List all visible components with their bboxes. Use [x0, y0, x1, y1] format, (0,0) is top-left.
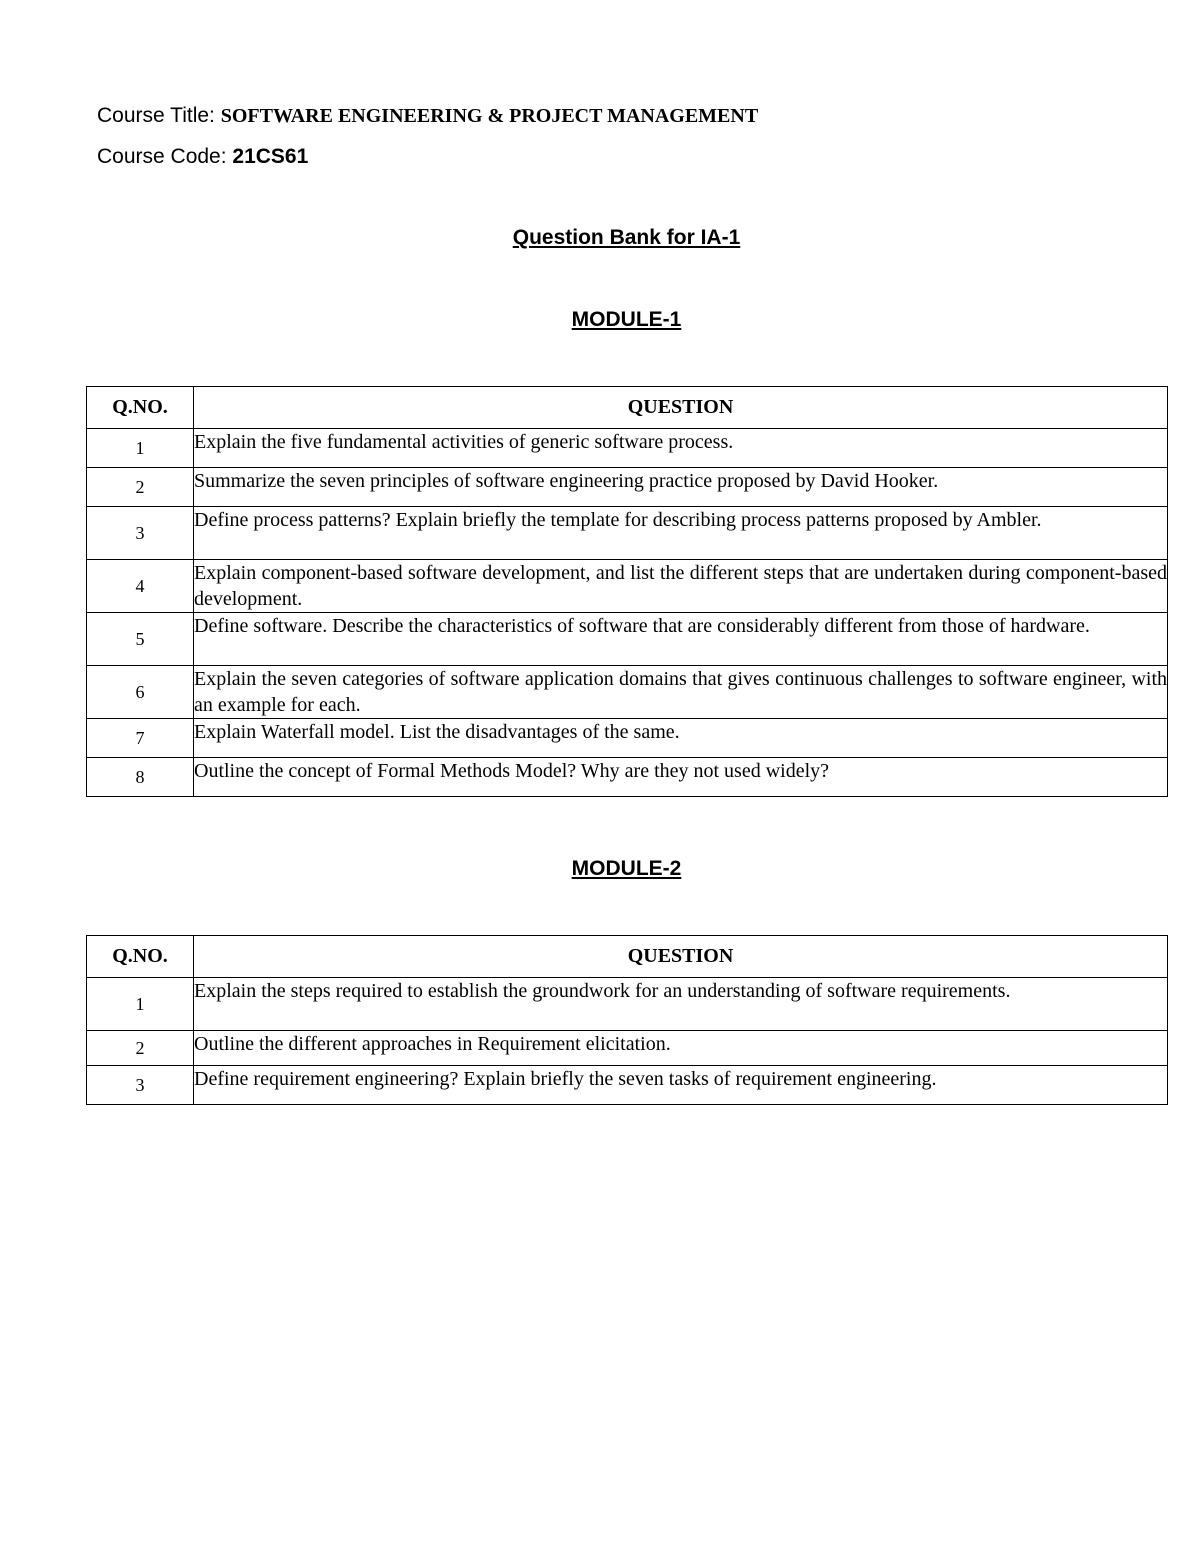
question-number: 4 — [87, 560, 194, 613]
course-title-line — [97, 104, 758, 128]
table-row — [87, 719, 1168, 758]
module-1-heading: MODULE-1 — [571, 308, 682, 331]
question-number: 3 — [87, 1066, 194, 1105]
table-row — [87, 666, 1168, 719]
module-2-heading: MODULE-2 — [571, 857, 682, 880]
question-number: 7 — [87, 719, 194, 758]
module-2-table — [86, 935, 1168, 1105]
question-text: Outline the different approaches in Requirement elicitation. — [194, 1031, 1168, 1066]
course-code-value: 21CS61 — [232, 145, 309, 168]
question-number: 5 — [87, 613, 194, 666]
question-text: Summarize the seven principles of software engineering practice proposed by David Hooker. — [194, 468, 1168, 507]
table-row — [87, 468, 1168, 507]
table-row — [87, 429, 1168, 468]
question-bank-heading: Question Bank for IA-1 — [512, 226, 741, 249]
question-text: Outline the concept of Formal Methods Model? Why are they not used widely? — [194, 758, 1168, 797]
table-row — [87, 1066, 1168, 1105]
course-code-label: Course Code: — [97, 145, 233, 168]
module-1-table — [86, 386, 1168, 797]
question-text: Define process patterns? Explain briefly the template for describing process patterns proposed by Ambler. — [194, 507, 1168, 560]
question-number: 2 — [87, 468, 194, 507]
question-text: Define requirement engineering? Explain briefly the seven tasks of requirement engineering. — [194, 1066, 1168, 1105]
table-row — [87, 978, 1168, 1031]
question-text: Explain Waterfall model. List the disadvantages of the same. — [194, 719, 1168, 758]
table-header-row — [87, 387, 1168, 429]
course-title-value: SOFTWARE ENGINEERING & PROJECT MANAGEMENT — [220, 105, 759, 127]
question-number: 8 — [87, 758, 194, 797]
question-text: Define software. Describe the characteristics of software that are considerably different from those of hardware. — [194, 613, 1168, 666]
table-row — [87, 507, 1168, 560]
course-code-line — [97, 145, 308, 169]
table-row — [87, 613, 1168, 666]
question-text: Explain the steps required to establish the groundwork for an understanding of software requirements. — [194, 978, 1168, 1031]
question-number: 1 — [87, 978, 194, 1031]
question-number: 3 — [87, 507, 194, 560]
question-number: 6 — [87, 666, 194, 719]
question-text: Explain the seven categories of software application domains that gives continuous challenges to software engineer, with an example for each. — [194, 666, 1168, 719]
question-column-header: QUESTION — [194, 387, 1168, 429]
qno-column-header: Q.NO. — [87, 387, 194, 429]
table-header-row — [87, 936, 1168, 978]
table-row — [87, 758, 1168, 797]
table-row — [87, 1031, 1168, 1066]
question-text: Explain component-based software development, and list the different steps that are undertaken during component-based development. — [194, 560, 1168, 613]
question-column-header: QUESTION — [194, 936, 1168, 978]
table-row — [87, 560, 1168, 613]
course-title-label: Course Title: — [97, 104, 221, 127]
qno-column-header: Q.NO. — [87, 936, 194, 978]
question-number: 1 — [87, 429, 194, 468]
question-number: 2 — [87, 1031, 194, 1066]
question-text: Explain the five fundamental activities of generic software process. — [194, 429, 1168, 468]
